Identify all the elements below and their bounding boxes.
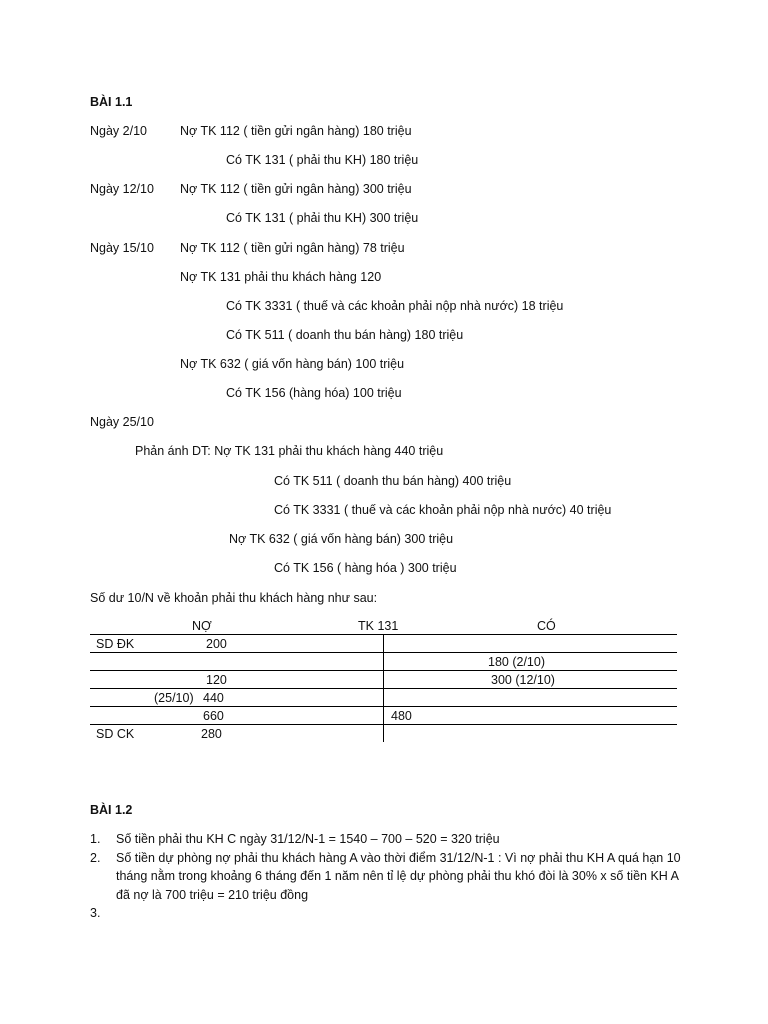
table-cell-label: SD CK — [96, 727, 135, 741]
journal-line: Phản ánh DT: Nợ TK 131 phải thu khách hàng 440 triệu — [135, 444, 444, 458]
journal-line: Có TK 156 (hàng hóa) 100 triệu — [226, 386, 402, 400]
journal-line: Có TK 156 ( hàng hóa ) 300 triệu — [274, 561, 457, 575]
list-item — [90, 849, 690, 905]
journal-line: Nợ TK 632 ( giá vốn hàng bán) 100 triệu — [180, 357, 405, 371]
answer-list — [90, 830, 690, 920]
list-item — [90, 830, 690, 849]
summary-text: Số dư 10/N về khoản phải thu khách hàng như sau: — [90, 591, 378, 605]
list-item-text: Số tiền dự phòng nợ phải thu khách hàng A vào thời điểm 31/12/N-1 : Vì nợ phải thu KH A quá hạn 10 tháng nằm trong khoảng 6 tháng đến 1 năm nên tỉ lệ dự phòng phải thu khó đòi là 30% x số tiền KH A đã nợ là 700 triệu = 210 triệu đồng — [116, 850, 681, 902]
journal-line: Nợ TK 112 ( tiền gửi ngân hàng) 180 triệu — [180, 124, 412, 138]
list-number: 2. — [90, 850, 101, 865]
journal-line: Có TK 511 ( doanh thu bán hàng) 400 triệu — [274, 474, 512, 488]
entry-date: Ngày 15/10 — [90, 241, 154, 255]
table-cell-co: 480 — [391, 709, 412, 723]
table-cell-no: 440 — [203, 691, 224, 705]
journal-line: Có TK 131 ( phải thu KH) 300 triệu — [226, 211, 419, 225]
journal-line: Nợ TK 112 ( tiền gửi ngân hàng) 78 triệu — [180, 241, 405, 255]
journal-line: Nợ TK 632 ( giá vốn hàng bán) 300 triệu — [229, 532, 454, 546]
table-cell-no: 120 — [206, 673, 227, 687]
list-item-text: Số tiền phải thu KH C ngày 31/12/N-1 = 1540 – 700 – 520 = 320 triệu — [116, 832, 500, 846]
journal-line: Nợ TK 131 phải thu khách hàng 120 — [180, 270, 382, 284]
entry-date: Ngày 25/10 — [90, 415, 154, 429]
table-cell-no: 280 — [201, 727, 222, 741]
section-title-bai-1-2: BÀI 1.2 — [90, 803, 133, 817]
t-account-divider — [383, 634, 384, 742]
table-cell-label: (25/10) — [154, 691, 194, 705]
section-title-bai-1-1: BÀI 1.1 — [90, 95, 133, 109]
journal-line: Có TK 3331 ( thuế và các khoản phải nộp nhà nước) 18 triệu — [226, 299, 564, 313]
journal-line: Có TK 3331 ( thuế và các khoản phải nộp nhà nước) 40 triệu — [274, 503, 612, 517]
table-cell-co: 180 (2/10) — [488, 655, 545, 669]
table-cell-no: 660 — [203, 709, 224, 723]
entry-date: Ngày 2/10 — [90, 124, 147, 138]
entry-date: Ngày 12/10 — [90, 182, 154, 196]
t-account-header-no: NỢ — [192, 619, 212, 633]
journal-line: Nợ TK 112 ( tiền gửi ngân hàng) 300 triệu — [180, 182, 412, 196]
journal-line: Có TK 131 ( phải thu KH) 180 triệu — [226, 153, 419, 167]
journal-line: Có TK 511 ( doanh thu bán hàng) 180 triệu — [226, 328, 464, 342]
list-number: 1. — [90, 832, 101, 846]
t-account-header-co: CÓ — [537, 619, 556, 633]
table-cell-no: 200 — [206, 637, 227, 651]
t-account-header-account: TK 131 — [358, 619, 399, 633]
table-cell-label: SD ĐK — [96, 637, 135, 651]
table-cell-co: 300 (12/10) — [491, 673, 555, 687]
list-number: 3. — [90, 906, 101, 920]
